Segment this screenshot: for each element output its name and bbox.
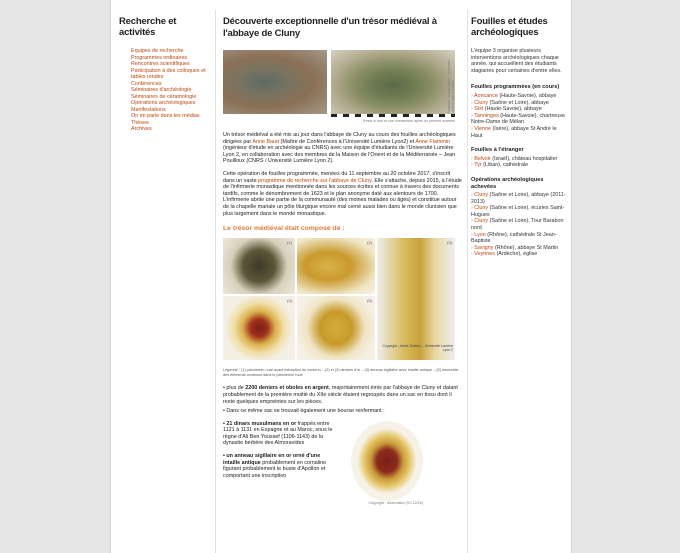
site-desc: (Isère), abbaye St André le Haut bbox=[471, 125, 557, 139]
list-item: › Cluny (Saône et Loire), abbaye (2011-2013) bbox=[471, 192, 566, 205]
bullet-dinars bbox=[223, 421, 335, 447]
photo-credit: Copyright : Vincent Baroz – Université Lumière Lyon 2 / CNRS bbox=[447, 60, 455, 114]
gold-coin-photo bbox=[297, 296, 375, 360]
site-link[interactable]: Vienne bbox=[474, 125, 491, 132]
bullet1-text-1: • plus de bbox=[223, 385, 246, 392]
link-anne-baud[interactable]: Anne Baud bbox=[252, 138, 280, 145]
section-heading-programmees: Fouilles programmées (en cours) bbox=[471, 84, 560, 91]
gold-dinars-photo bbox=[297, 238, 375, 294]
bullet4-text: probablement en cornaline figurant probablement le buste d'Apollon et comportant une inscription bbox=[223, 459, 327, 479]
site-desc: (Haute-Savoie), chartreuse Notre-Dame de Mélan bbox=[471, 112, 565, 126]
coin-stack-photo bbox=[377, 238, 455, 360]
sidebar-item-medias[interactable]: On en parle dans les médias bbox=[131, 113, 200, 119]
grid-credit: Copyright : Alexis Grattier – Université Lumière Lyon 2 bbox=[382, 344, 453, 353]
right-sidebar bbox=[471, 16, 567, 258]
signet-ring-photo bbox=[223, 296, 295, 360]
column-divider-right bbox=[467, 10, 468, 553]
treasure-photo-grid bbox=[223, 238, 463, 366]
list-item: › Cluny (Saône et Loire), abbaye bbox=[471, 99, 549, 106]
sidebar-item-equipes[interactable]: Equipes de recherche bbox=[131, 48, 184, 54]
lower-section bbox=[223, 420, 463, 505]
site-link[interactable]: Lyon bbox=[474, 231, 486, 238]
site-desc: (Haute-Savoie), abbaye bbox=[483, 106, 542, 113]
site-desc: (Liban), cathédrale bbox=[481, 162, 529, 169]
sidebar-item-conferences[interactable]: Conférences bbox=[131, 80, 162, 87]
list-item: › Tyr (Liban), cathédrale bbox=[471, 162, 529, 169]
treasure-in-situ-photo bbox=[223, 50, 327, 114]
bullet1-text-2: , majoritairement émis par l'abbaye de Cluny et datant probablement de la première moitié du XIIe siècle étaient regroupés dans un sac en tissu dont il reste quelques empreintes sur les pièces. bbox=[223, 385, 458, 405]
scale-bar bbox=[331, 114, 455, 117]
link-anne-flammin[interactable]: Anne Flammin bbox=[415, 138, 451, 145]
article-title: Découverte exceptionnelle d'un trésor médiéval à l'abbaye de Cluny bbox=[223, 16, 437, 39]
site-link[interactable]: Cluny bbox=[474, 218, 489, 225]
parchment-photo bbox=[223, 238, 295, 294]
sidebar-item-operations[interactable]: Opérations archéologiques bbox=[131, 100, 196, 106]
site-desc: (Saône et Loire), Tour Barabon nord bbox=[471, 218, 564, 232]
site-desc: (Saône et Loire), abbaye (2011-2013) bbox=[471, 192, 566, 205]
para2-text-2: . Elle s'attache, depuis 2015, à l'étude de l'infirmerie monastique mentionnée dans les sources écrites et connue à travers des documents tardifs, comme le dénombrement de 1623 et le plan anonyme daté aux alentours de 1700. L'infirmerie abrite une partie de la communauté (des moines malades ou âgés) et constitue autour de la chapelle mariale un pôle liturgique encore mal cerné aussi bien dans le monde clunisien que plus largement dans le monde monastique. bbox=[223, 177, 462, 217]
site-link[interactable]: Sixt bbox=[474, 106, 484, 113]
site-link[interactable]: Cluny bbox=[474, 192, 489, 199]
site-desc: (Saône et Loire), abbaye bbox=[488, 99, 549, 106]
section-heading-etranger: Fouilles à l'étranger bbox=[471, 147, 524, 154]
list-item: › Veyrines (Ardèche), église bbox=[471, 251, 538, 258]
site-link[interactable]: Veyrines bbox=[474, 251, 495, 258]
list-programmees bbox=[471, 93, 567, 139]
sidebar-item-colloques[interactable]: Participation à des colloques et tables rondes bbox=[131, 67, 206, 80]
site-desc: (Rhône), abbaye St Martin bbox=[493, 244, 559, 251]
photo-row bbox=[223, 50, 463, 130]
lower-bullets bbox=[223, 421, 335, 480]
list-item: › Aoncance (Haute-Savoie), abbaye bbox=[471, 92, 557, 99]
para2-text-1: Cette opération de fouilles programmée, menées du 11 septembre au 20 octobre 2017, s'inscrit dans un vaste bbox=[223, 170, 451, 184]
bullet-deniers bbox=[223, 385, 463, 405]
sidebar-item-archives[interactable]: Archives bbox=[131, 126, 152, 132]
composition-heading: Le trésor médiéval était composé de : bbox=[223, 225, 345, 233]
sidebar-title: Recherche et activités bbox=[119, 16, 177, 38]
grid-legend: Légende : (1) parchemin roué avant extraction du contenu – (2) et (3) deniers d'or – (3) anneau sigillaire avec intaille antique – (5) ensemble des éléments contenus dans le parchemin roué bbox=[223, 368, 459, 377]
para1-text-2: (Maître de Conférences à l'Université Lumière Lyon2) et bbox=[279, 138, 416, 145]
bullet3-bold: • 21 dinars musulmans en or bbox=[223, 420, 297, 427]
bullet4-bold: • un anneau sigillaire en or orné d'une intaille antique bbox=[223, 453, 321, 466]
site-link[interactable]: Savigny bbox=[474, 244, 494, 251]
site-link[interactable]: Cluny bbox=[474, 99, 489, 106]
site-link[interactable]: Cluny bbox=[474, 205, 489, 212]
site-link[interactable]: Tyr bbox=[474, 162, 482, 169]
sidebar-item-manifestations[interactable]: Manifestations bbox=[131, 106, 166, 113]
right-sidebar-title: Fouilles et études archéologiques bbox=[471, 16, 548, 38]
list-item: › Savigny (Rhône), abbaye St Martin bbox=[471, 244, 559, 251]
site-link[interactable]: Belvoir bbox=[474, 155, 491, 162]
grid-number-1: (1) bbox=[287, 240, 292, 246]
list-item: › Cluny (Saône et Loire), écuries Saint-Hugues bbox=[471, 205, 565, 218]
photo-caption: Trésor in situ et vue d'ensemble après un premier examen bbox=[362, 119, 455, 123]
site-desc: (Rhône), cathédrale St Jean-Baptiste bbox=[471, 231, 557, 245]
sidebar-menu bbox=[119, 48, 209, 133]
list-etranger bbox=[471, 156, 567, 169]
bullet-anneau bbox=[223, 453, 335, 479]
right-intro: L'équipe 3 organise plusieurs interventions archéologiques chaque année, qui accueillent des étudiants stagiaires pour certaines d'entre elles. bbox=[471, 48, 562, 74]
sidebar-item-theses[interactable]: Thèses bbox=[131, 119, 149, 126]
bullet-bourse: • Dans ce même sac se trouvait également une bourse renfermant : bbox=[223, 408, 385, 415]
sidebar-item-seminaires-ceramologie[interactable]: Séminaires de céramologie bbox=[131, 93, 197, 100]
site-link[interactable]: Tanninges bbox=[474, 112, 499, 119]
ring-caption: Copyright : réservation (VC 12/16) bbox=[368, 500, 423, 505]
list-item: › Vienne (Isère), abbaye St André le Haut bbox=[471, 125, 557, 139]
list-item: › Tanninges (Haute-Savoie), chartreuse Notre-Dame de Mélan bbox=[471, 112, 565, 126]
site-desc: (Ardèche), église bbox=[494, 251, 538, 258]
left-sidebar bbox=[119, 16, 209, 133]
sidebar-item-seminaires-archeologie[interactable]: Séminaires d'archéologie bbox=[131, 87, 192, 93]
grid-number-5: (5) bbox=[367, 298, 372, 304]
list-item: › Sixt (Haute-Savoie), abbaye bbox=[471, 106, 542, 113]
grid-number-3: (3) bbox=[447, 240, 452, 246]
article-paragraph-2 bbox=[223, 171, 463, 217]
site-desc: (Haute-Savoie), abbaye bbox=[497, 92, 557, 99]
list-achevees bbox=[471, 192, 567, 258]
bullet1-bold: 2200 deniers et oboles en argent bbox=[245, 385, 329, 392]
sidebar-item-programmes[interactable]: Programmes ordinaires bbox=[131, 54, 188, 61]
link-programme-recherche[interactable]: programme de recherche sur l'abbaye de Cluny bbox=[258, 177, 372, 184]
site-link[interactable]: Aoncance bbox=[474, 92, 498, 99]
article-paragraph-1 bbox=[223, 132, 463, 165]
site-desc: (Israël), château hospitalier bbox=[490, 155, 558, 162]
para1-text-3: (ingénieur d'étude en archéologie au CNRS) avec une équipe d'étudiants de l'Université Lumière Lyon 2, en collaboration avec des membres de la Maison de l'Orient et de la Méditerranée – Jean Pouilloux (CNRS / Université Lumière Lyon 2). bbox=[223, 145, 456, 165]
para1-text-1: Un trésor médiéval a été mis au jour dans l'abbaye de Cluny au cours des fouilles archéologiques dirigées par bbox=[223, 132, 456, 145]
bullet3-text: frappés entre 1121 à 1131 en Espagne et au Maroc, sous le règne d'Ali Ben Youssef (1106-1143) de la dynastie berbère des Almoravides bbox=[223, 420, 333, 447]
article bbox=[223, 16, 463, 505]
page-container bbox=[110, 0, 572, 553]
column-divider-left bbox=[215, 10, 216, 553]
list-item: › Cluny (Saône et Loire), Tour Barabon nord bbox=[471, 218, 564, 232]
sidebar-item-rencontres[interactable]: Rencontres scientifiques bbox=[131, 61, 190, 67]
grid-number-4: (4) bbox=[287, 298, 292, 304]
section-heading-achevees: Opérations archéologiques achevées bbox=[471, 176, 544, 190]
signet-ring-closeup-photo bbox=[351, 421, 423, 501]
list-item: › Lyon (Rhône), cathédrale St Jean-Baptiste bbox=[471, 231, 557, 245]
treasure-overview-photo bbox=[331, 50, 455, 114]
site-desc: (Saône et Loire), écuries Saint-Hugues bbox=[471, 205, 565, 218]
grid-number-2: (2) bbox=[367, 240, 372, 246]
list-item: › Belvoir (Israël), château hospitalier bbox=[471, 155, 558, 162]
